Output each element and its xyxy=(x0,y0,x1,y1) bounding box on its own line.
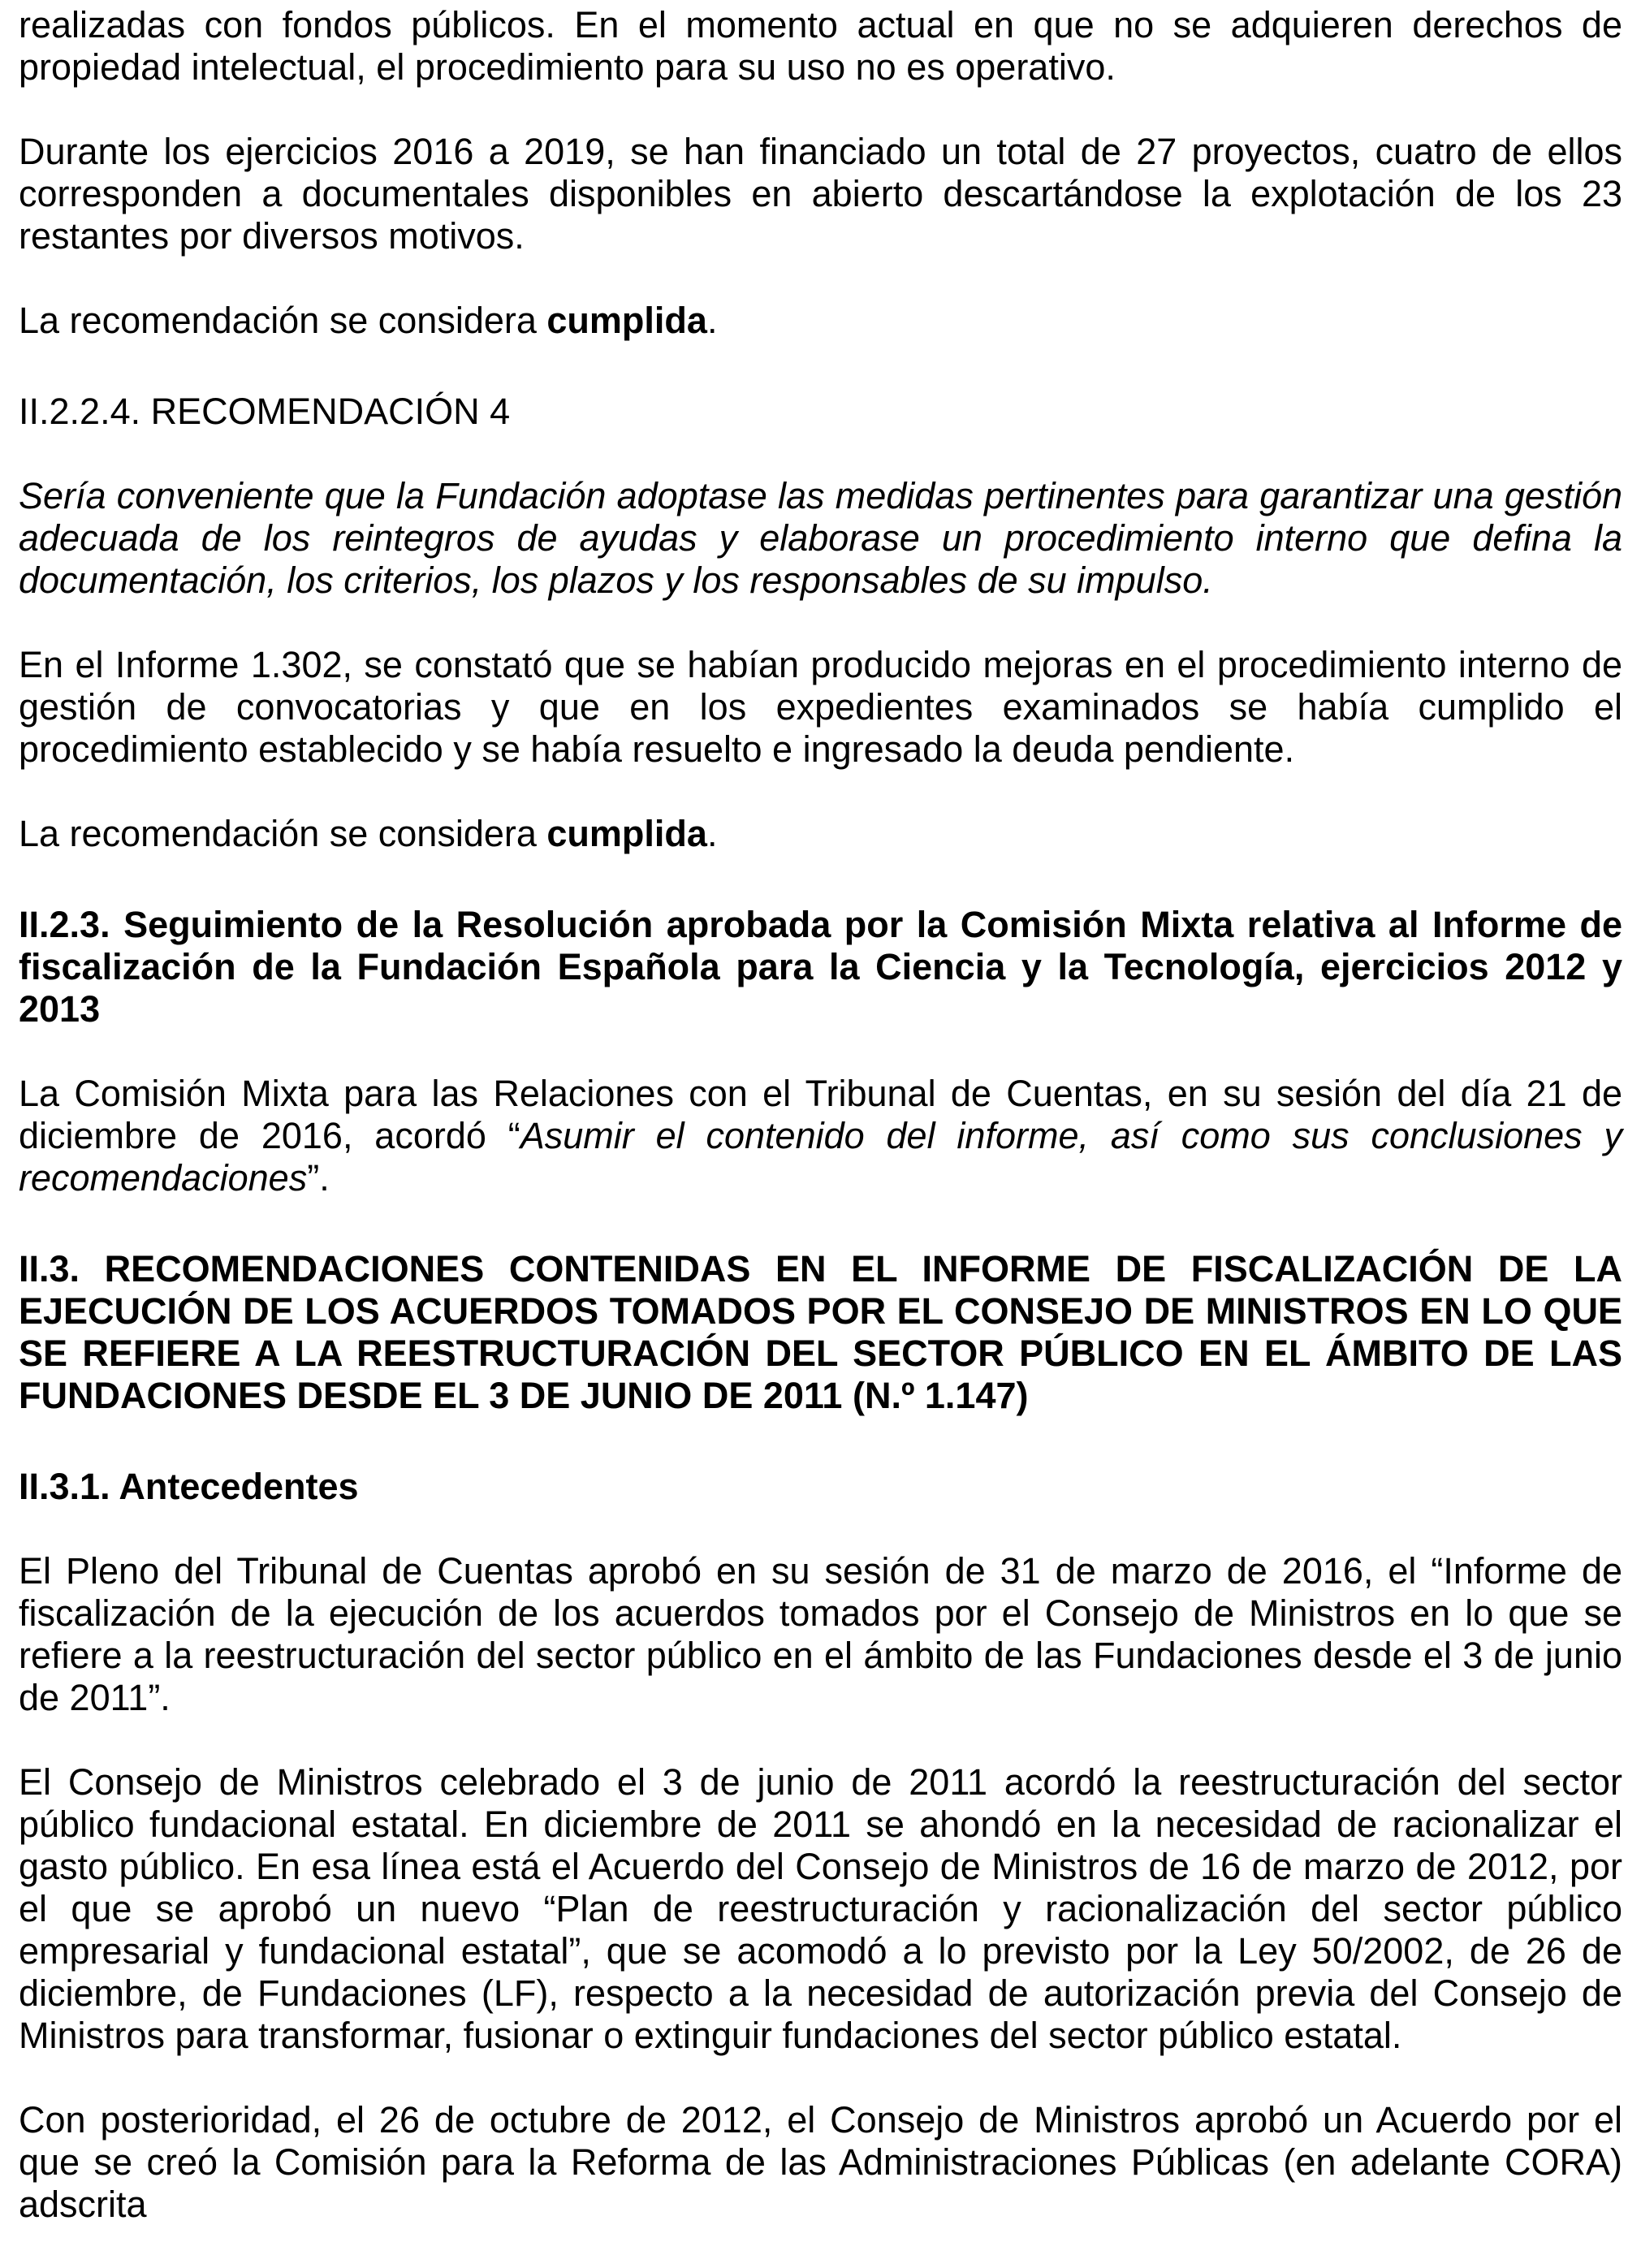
paragraph xyxy=(19,644,1622,771)
heading-text: II.3. RECOMENDACIONES CONTENIDAS EN EL INFORME DE FISCALIZACIÓN DE LA EJECUCIÓN DE LOS ACUERDOS TOMADOS POR EL CONSEJO DE MINISTROS EN LO QUE SE REFIERE A LA REESTRUCTURACIÓN DEL SECTOR PÚBLICO EN EL ÁMBITO DE LAS FUNDACIONES DESDE EL 3 DE JUNIO DE 2011 (N.º 1.147) xyxy=(19,1248,1622,1416)
bold-text: cumplida xyxy=(546,300,707,341)
paragraph-text: ”. xyxy=(307,1157,330,1199)
paragraph-text: La recomendación se considera xyxy=(19,813,547,854)
italic-text: Sería conveniente que la Fundación adoptase las medidas pertinentes para garantizar una gestión adecuada de los reintegros de ayudas y elaborase un procedimiento interno que defina la documentación, los criterios, los plazos y los responsables de su impulso. xyxy=(19,475,1622,601)
paragraph-text: realizadas con fondos públicos. En el momento actual en que no se adquieren derechos de propiedad intelectual, el procedimiento para su uso no es operativo. xyxy=(19,4,1622,88)
paragraph-text: Con posterioridad, el 26 de octubre de 2012, el Consejo de Ministros aprobó un Acuerdo por el que se creó la Comisión para la Reforma de las Administraciones Públicas (en adelante CORA) adscrita xyxy=(19,2099,1622,2225)
heading-recomendacion-4 xyxy=(19,391,1622,433)
heading-seguimiento-resolucion xyxy=(19,904,1622,1030)
paragraph-text: En el Informe 1.302, se constató que se habían producido mejoras en el procedimiento interno de gestión de convocatorias y que en los expedientes examinados se había cumplido el procedimiento establecido y se había resuelto e ingresado la deuda pendiente. xyxy=(19,644,1622,770)
paragraph xyxy=(19,1550,1622,1719)
heading-recomendaciones-informe-1147 xyxy=(19,1248,1622,1417)
paragraph-recommendation-quote xyxy=(19,475,1622,602)
paragraph-recommendation-status xyxy=(19,300,1622,342)
paragraph-recommendation-status xyxy=(19,813,1622,855)
paragraph-text: La recomendación se considera xyxy=(19,300,547,341)
paragraph-text: . xyxy=(706,813,718,854)
paragraph xyxy=(19,1761,1622,2057)
paragraph-text: . xyxy=(706,300,718,341)
paragraph-text: El Pleno del Tribunal de Cuentas aprobó en su sesión de 31 de marzo de 2016, el “Informe de fiscalización de la ejecución de los acuerdos tomados por el Consejo de Ministros en lo que se refiere a la reestructuración del sector público en el ámbito de las Fundaciones desde el 3 de junio de 2011”. xyxy=(19,1550,1622,1718)
bold-text: cumplida xyxy=(546,813,707,854)
heading-text: II.2.3. Seguimiento de la Resolución aprobada por la Comisión Mixta relativa al Informe de fiscalización de la Fundación Española para la Ciencia y la Tecnología, ejercicios 2012 y 2013 xyxy=(19,904,1622,1030)
paragraph-text: Durante los ejercicios 2016 a 2019, se han financiado un total de 27 proyectos, cuatro de ellos corresponden a documentales disponibles en abierto descartándose la explotación de los 23 restantes por diversos motivos. xyxy=(19,131,1622,257)
paragraph xyxy=(19,4,1622,89)
heading-text: II.2.2.4. RECOMENDACIÓN 4 xyxy=(19,391,511,432)
paragraph xyxy=(19,131,1622,257)
paragraph-text: El Consejo de Ministros celebrado el 3 de junio de 2011 acordó la reestructuración del sector público fundacional estatal. En diciembre de 2011 se ahondó en la necesidad de racionalizar el gasto público. En esa línea está el Acuerdo del Consejo de Ministros de 16 de marzo de 2012, por el que se aprobó un nuevo “Plan de reestructuración y racionalización del sector público empresarial y fundacional estatal”, que se acomodó a lo previsto por la Ley 50/2002, de 26 de diciembre, de Fundaciones (LF), respecto a la necesidad de autorización previa del Consejo de Ministros para transformar, fusionar o extinguir fundaciones del sector público estatal. xyxy=(19,1761,1622,2056)
paragraph-text: La Comisión Mixta para las Relaciones con el Tribunal de Cuentas, en su sesión del día 21 de diciembre de 2016, acordó “ xyxy=(19,1073,1622,1156)
heading-text: II.3.1. Antecedentes xyxy=(19,1466,359,1507)
heading-antecedentes xyxy=(19,1466,1622,1508)
paragraph-comision-mixta xyxy=(19,1073,1622,1199)
italic-quote-text: Asumir el contenido del informe, así como sus conclusiones y recomendaciones xyxy=(19,1115,1623,1199)
paragraph xyxy=(19,2099,1622,2226)
